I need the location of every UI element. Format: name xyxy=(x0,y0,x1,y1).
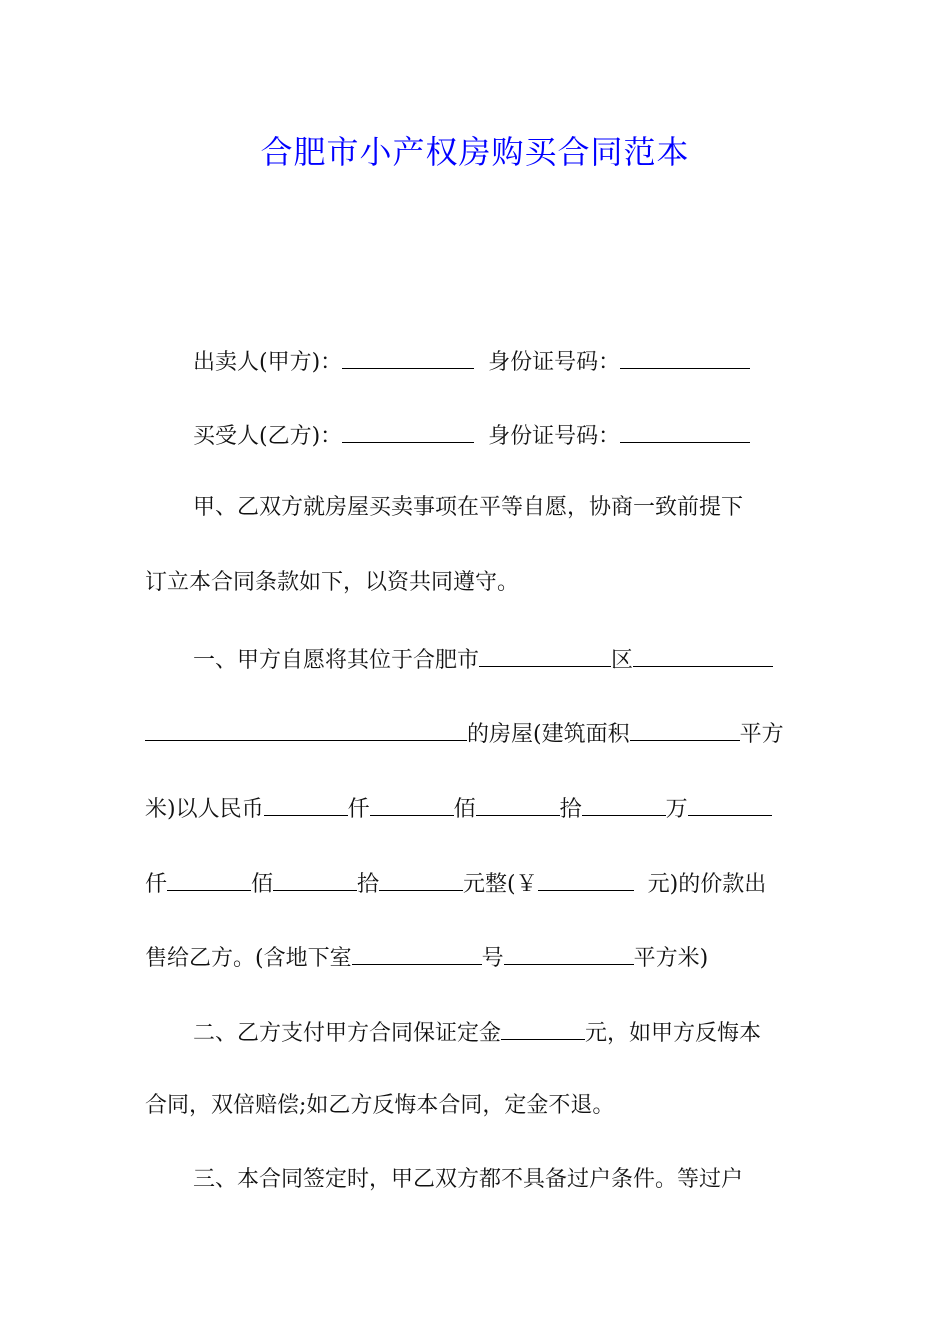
price-blank-6 xyxy=(167,862,251,891)
clause1-line-4 xyxy=(145,862,805,902)
intro-line-2 xyxy=(145,563,805,603)
district-blank xyxy=(479,638,611,667)
buyer-id-label: 身份证号码： xyxy=(488,424,621,449)
buyer-label: 买受人(乙方)： xyxy=(193,424,343,449)
clause2-line-1 xyxy=(145,1011,805,1051)
clause3-line-1 xyxy=(145,1160,805,1200)
address-blank-2 xyxy=(145,712,467,741)
clause1-text-d5: 元)的价款出 xyxy=(647,872,767,897)
intro-line-1 xyxy=(145,488,805,528)
clause1-text-c4: 拾 xyxy=(559,797,582,822)
clause1-text-c3: 佰 xyxy=(453,797,476,822)
deposit-blank xyxy=(501,1011,585,1040)
clause1-text-e3: 平方米) xyxy=(633,946,709,971)
price-blank-4 xyxy=(582,787,666,816)
clause2-text-2: 合同，双倍赔偿;如乙方反悔本合同，定金不退。 xyxy=(145,1093,615,1118)
clause1-text-b2: 平方 xyxy=(739,722,784,747)
clause1-text-e1: 售给乙方。(含地下室 xyxy=(145,946,352,971)
clause2-text-1a: 二、乙方支付甲方合同保证定金 xyxy=(193,1021,502,1046)
clause1-text-d4: 元整(￥ xyxy=(463,872,538,897)
basement-number-blank xyxy=(352,936,482,965)
clause3-text-1: 三、本合同签定时，甲乙双方都不具备过户条件。等过户 xyxy=(193,1167,744,1192)
seller-label: 出卖人(甲方)： xyxy=(193,350,343,375)
clause1-line-5 xyxy=(145,936,805,976)
intro-text-1: 甲、乙双方就房屋买卖事项在平等自愿，协商一致前提下 xyxy=(193,495,744,520)
clause2-line-2 xyxy=(145,1086,805,1126)
price-blank-3 xyxy=(476,787,560,816)
price-blank-1 xyxy=(264,787,348,816)
price-numeric-blank xyxy=(538,862,634,891)
clause1-line-1 xyxy=(145,638,805,678)
price-blank-8 xyxy=(379,862,463,891)
buyer-id-blank xyxy=(620,414,750,443)
clause1-text-d2: 佰 xyxy=(251,872,274,897)
price-blank-5 xyxy=(688,787,772,816)
seller-name-blank xyxy=(342,340,474,369)
clause2-text-1b: 元，如甲方反悔本 xyxy=(585,1021,762,1046)
clause1-text-d1: 仟 xyxy=(145,872,168,897)
price-blank-7 xyxy=(273,862,357,891)
seller-id-label: 身份证号码： xyxy=(488,350,621,375)
seller-line xyxy=(145,340,805,380)
address-blank-1 xyxy=(633,638,773,667)
clause1-text-a2: 区 xyxy=(611,648,634,673)
clause1-text-d3: 拾 xyxy=(357,872,380,897)
clause1-line-2 xyxy=(145,712,805,752)
basement-area-blank xyxy=(504,936,634,965)
intro-text-2: 订立本合同条款如下，以资共同遵守。 xyxy=(145,570,520,595)
clause1-text-c1: 米)以人民币 xyxy=(145,797,264,822)
area-blank xyxy=(630,712,740,741)
clause1-text-e2: 号 xyxy=(481,946,504,971)
price-blank-2 xyxy=(370,787,454,816)
buyer-line xyxy=(145,414,805,454)
seller-id-blank xyxy=(620,340,750,369)
document-title: 合肥市小产权房购买合同范本 xyxy=(260,133,690,171)
clause1-text-a1: 一、甲方自愿将其位于合肥市 xyxy=(193,648,480,673)
clause1-text-b1: 的房屋(建筑面积 xyxy=(467,722,630,747)
clause1-line-3 xyxy=(145,787,805,827)
clause1-text-c2: 仟 xyxy=(347,797,370,822)
buyer-name-blank xyxy=(342,414,474,443)
clause1-text-c5: 万 xyxy=(665,797,688,822)
